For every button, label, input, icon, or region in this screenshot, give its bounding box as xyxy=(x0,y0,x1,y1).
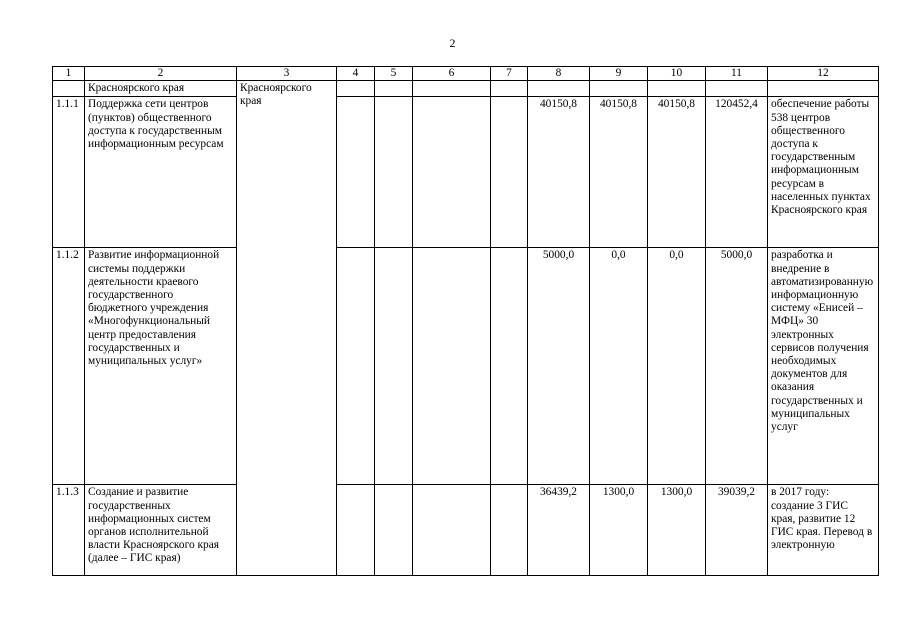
expected-result: обеспечение работы 538 центров общественного доступа к государственным информационным ресурсам в населенных пунктах Красноярского края xyxy=(768,97,879,248)
cell-col-5 xyxy=(375,248,413,485)
program-measures-table xyxy=(52,66,879,576)
value-col-10: 40150,8 xyxy=(648,97,706,248)
cell-col-5 xyxy=(375,97,413,248)
value-col-10: 0,0 xyxy=(648,248,706,485)
cell-col-5 xyxy=(375,485,413,576)
cell-col-4 xyxy=(337,248,375,485)
continuation-cell-5 xyxy=(375,81,413,97)
value-col-9: 40150,8 xyxy=(590,97,648,248)
table-row xyxy=(53,97,879,248)
column-number-4: 4 xyxy=(337,67,375,81)
table-row xyxy=(53,485,879,576)
measure-name: Создание и развитие государственных информационных систем органов исполнительной власти Красноярского края (далее – ГИС края) xyxy=(85,485,237,576)
measure-name: Развитие информационной системы поддержки деятельности краевого государственного бюджетного учреждения «Многофункциональный центр предоставления государственных и муниципальных услуг» xyxy=(85,248,237,485)
measure-number: 1.1.3 xyxy=(53,485,85,576)
continuation-cell-10 xyxy=(648,81,706,97)
expected-result: в 2017 году: создание 3 ГИС края, развитие 12 ГИС края. Перевод в электронную xyxy=(768,485,879,576)
column-number-3: 3 xyxy=(237,67,337,81)
cell-col-7 xyxy=(491,97,528,248)
value-col-11: 39039,2 xyxy=(706,485,768,576)
column-number-9: 9 xyxy=(590,67,648,81)
value-col-9: 0,0 xyxy=(590,248,648,485)
column-number-6: 6 xyxy=(413,67,491,81)
column-number-row xyxy=(53,67,879,81)
column-number-2: 2 xyxy=(85,67,237,81)
expected-result: разработка и внедрение в автоматизированную информационную систему «Енисей – МФЦ» 30 электронных сервисов получения необходимых документов для оказания государственных и муниципальных услуг xyxy=(768,248,879,485)
responsible-authority-cell: Красноярского края xyxy=(237,81,337,576)
continuation-cell-8 xyxy=(528,81,590,97)
cell-col-7 xyxy=(491,485,528,576)
continuation-row xyxy=(53,81,879,97)
measure-number: 1.1.1 xyxy=(53,97,85,248)
value-col-11: 5000,0 xyxy=(706,248,768,485)
continuation-name-cell: Красноярского края xyxy=(85,81,237,97)
continuation-cell-4 xyxy=(337,81,375,97)
value-col-9: 1300,0 xyxy=(590,485,648,576)
value-col-8: 5000,0 xyxy=(528,248,590,485)
value-col-8: 36439,2 xyxy=(528,485,590,576)
column-number-7: 7 xyxy=(491,67,528,81)
value-col-11: 120452,4 xyxy=(706,97,768,248)
continuation-cell-6 xyxy=(413,81,491,97)
column-number-12: 12 xyxy=(768,67,879,81)
continuation-cell-9 xyxy=(590,81,648,97)
continuation-cell-12 xyxy=(768,81,879,97)
column-number-5: 5 xyxy=(375,67,413,81)
cell-col-4 xyxy=(337,485,375,576)
continuation-cell-11 xyxy=(706,81,768,97)
continuation-cell-7 xyxy=(491,81,528,97)
cell-col-7 xyxy=(491,248,528,485)
table-row xyxy=(53,248,879,485)
cell-col-4 xyxy=(337,97,375,248)
column-number-1: 1 xyxy=(53,67,85,81)
column-number-10: 10 xyxy=(648,67,706,81)
page-number: 2 xyxy=(449,36,456,50)
cell-col-6 xyxy=(413,97,491,248)
value-col-8: 40150,8 xyxy=(528,97,590,248)
column-number-11: 11 xyxy=(706,67,768,81)
measure-number: 1.1.2 xyxy=(53,248,85,485)
continuation-num-cell xyxy=(53,81,85,97)
measure-name: Поддержка сети центров (пунктов) общественного доступа к государственным информационным ресурсам xyxy=(85,97,237,248)
cell-col-6 xyxy=(413,248,491,485)
column-number-8: 8 xyxy=(528,67,590,81)
cell-col-6 xyxy=(413,485,491,576)
value-col-10: 1300,0 xyxy=(648,485,706,576)
